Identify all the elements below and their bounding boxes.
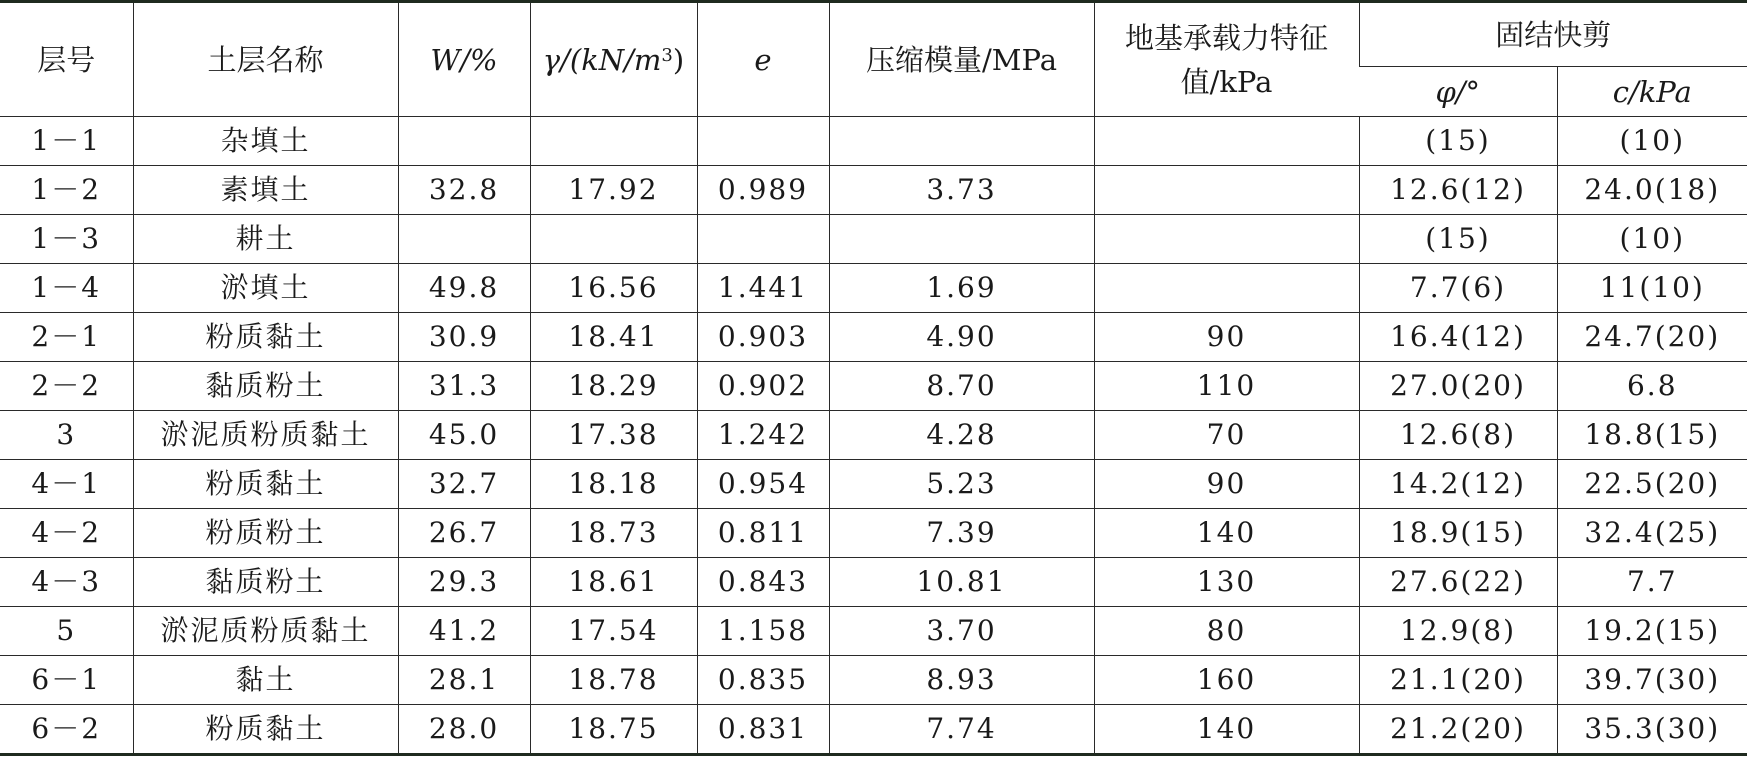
header-water-content: W/%	[398, 2, 530, 117]
cell-compression-modulus: 3.73	[829, 166, 1094, 215]
cell-cohesion: 22.5(20)	[1557, 460, 1747, 509]
cell-water-content	[398, 215, 530, 264]
cell-unit-weight: 17.92	[530, 166, 697, 215]
cell-void-ratio	[697, 215, 829, 264]
cell-cohesion: 24.7(20)	[1557, 313, 1747, 362]
table-row	[0, 607, 1747, 656]
cell-cohesion: 7.7	[1557, 558, 1747, 607]
header-consolidated-shear: 固结快剪	[1359, 2, 1747, 67]
cell-layer-no: 2－1	[0, 313, 133, 362]
cell-friction-angle: 16.4(12)	[1359, 313, 1557, 362]
cell-void-ratio: 0.843	[697, 558, 829, 607]
header-layer-no: 层号	[0, 2, 133, 117]
cell-void-ratio: 1.158	[697, 607, 829, 656]
cell-soil-name: 黏质粉土	[133, 362, 398, 411]
cell-void-ratio: 0.903	[697, 313, 829, 362]
cell-soil-name: 黏土	[133, 656, 398, 705]
header-cohesion: c/kPa	[1557, 67, 1747, 117]
cell-cohesion: 35.3(30)	[1557, 705, 1747, 755]
cell-friction-angle: 12.6(12)	[1359, 166, 1557, 215]
cell-layer-no: 1－1	[0, 117, 133, 166]
unit-weight-suffix: )	[672, 42, 685, 77]
cell-layer-no: 6－2	[0, 705, 133, 755]
cell-water-content: 49.8	[398, 264, 530, 313]
table-row	[0, 313, 1747, 362]
cell-layer-no: 1－3	[0, 215, 133, 264]
cell-cohesion: 32.4(25)	[1557, 509, 1747, 558]
cell-water-content: 32.8	[398, 166, 530, 215]
cell-unit-weight: 18.73	[530, 509, 697, 558]
cell-soil-name: 耕土	[133, 215, 398, 264]
cell-friction-angle: (15)	[1359, 117, 1557, 166]
cell-soil-name: 淤泥质粉质黏土	[133, 411, 398, 460]
cell-void-ratio: 0.902	[697, 362, 829, 411]
table-row	[0, 460, 1747, 509]
cell-compression-modulus: 7.74	[829, 705, 1094, 755]
unit-weight-exponent: 3	[661, 44, 673, 66]
cell-friction-angle: 12.9(8)	[1359, 607, 1557, 656]
table-row	[0, 656, 1747, 705]
cell-water-content: 32.7	[398, 460, 530, 509]
cell-layer-no: 6－1	[0, 656, 133, 705]
cell-compression-modulus	[829, 215, 1094, 264]
cell-soil-name: 黏质粉土	[133, 558, 398, 607]
cell-water-content: 28.0	[398, 705, 530, 755]
cell-unit-weight: 16.56	[530, 264, 697, 313]
cell-friction-angle: 21.2(20)	[1359, 705, 1557, 755]
cell-void-ratio	[697, 117, 829, 166]
cell-bearing-capacity: 90	[1094, 460, 1359, 509]
header-friction-angle: φ/°	[1359, 67, 1557, 117]
cell-void-ratio: 1.242	[697, 411, 829, 460]
cell-bearing-capacity: 110	[1094, 362, 1359, 411]
cell-void-ratio: 0.989	[697, 166, 829, 215]
cell-bearing-capacity: 80	[1094, 607, 1359, 656]
header-bearing-capacity: 地基承载力特征值/kPa	[1094, 2, 1359, 117]
cell-compression-modulus: 1.69	[829, 264, 1094, 313]
cell-soil-name: 杂填土	[133, 117, 398, 166]
cell-soil-name: 粉质黏土	[133, 460, 398, 509]
table-row	[0, 705, 1747, 755]
table-row	[0, 215, 1747, 264]
cell-friction-angle: 12.6(8)	[1359, 411, 1557, 460]
cell-soil-name: 淤泥质粉质黏土	[133, 607, 398, 656]
cell-bearing-capacity: 70	[1094, 411, 1359, 460]
cell-cohesion: 11(10)	[1557, 264, 1747, 313]
cell-cohesion: 18.8(15)	[1557, 411, 1747, 460]
cell-cohesion: 24.0(18)	[1557, 166, 1747, 215]
cell-compression-modulus: 7.39	[829, 509, 1094, 558]
cell-cohesion: 19.2(15)	[1557, 607, 1747, 656]
cell-void-ratio: 0.954	[697, 460, 829, 509]
cell-bearing-capacity: 90	[1094, 313, 1359, 362]
cell-friction-angle: (15)	[1359, 215, 1557, 264]
cell-water-content: 28.1	[398, 656, 530, 705]
cell-compression-modulus: 8.70	[829, 362, 1094, 411]
cell-water-content: 31.3	[398, 362, 530, 411]
cell-layer-no: 1－4	[0, 264, 133, 313]
cell-bearing-capacity: 160	[1094, 656, 1359, 705]
cell-unit-weight: 18.41	[530, 313, 697, 362]
table-header	[0, 2, 1747, 117]
cell-unit-weight	[530, 117, 697, 166]
cell-soil-name: 粉质黏土	[133, 705, 398, 755]
cell-friction-angle: 27.0(20)	[1359, 362, 1557, 411]
cell-cohesion: (10)	[1557, 215, 1747, 264]
table-body	[0, 117, 1747, 755]
cell-soil-name: 粉质黏土	[133, 313, 398, 362]
cell-layer-no: 4－1	[0, 460, 133, 509]
table-row	[0, 166, 1747, 215]
header-compression-modulus: 压缩模量/MPa	[829, 2, 1094, 117]
cell-cohesion: 39.7(30)	[1557, 656, 1747, 705]
cell-layer-no: 5	[0, 607, 133, 656]
cell-friction-angle: 7.7(6)	[1359, 264, 1557, 313]
cell-void-ratio: 0.811	[697, 509, 829, 558]
cell-compression-modulus: 5.23	[829, 460, 1094, 509]
cell-layer-no: 1－2	[0, 166, 133, 215]
header-void-ratio: e	[697, 2, 829, 117]
cell-void-ratio: 0.831	[697, 705, 829, 755]
cell-water-content: 30.9	[398, 313, 530, 362]
cell-cohesion: (10)	[1557, 117, 1747, 166]
cell-bearing-capacity: 140	[1094, 705, 1359, 755]
cell-void-ratio: 0.835	[697, 656, 829, 705]
cell-bearing-capacity: 140	[1094, 509, 1359, 558]
cell-friction-angle: 27.6(22)	[1359, 558, 1557, 607]
cell-unit-weight: 18.75	[530, 705, 697, 755]
cell-unit-weight: 18.78	[530, 656, 697, 705]
cell-compression-modulus: 10.81	[829, 558, 1094, 607]
cell-layer-no: 2－2	[0, 362, 133, 411]
table-row	[0, 509, 1747, 558]
cell-friction-angle: 14.2(12)	[1359, 460, 1557, 509]
cell-bearing-capacity	[1094, 166, 1359, 215]
cell-friction-angle: 21.1(20)	[1359, 656, 1557, 705]
cell-void-ratio: 1.441	[697, 264, 829, 313]
cell-compression-modulus: 4.90	[829, 313, 1094, 362]
table-row	[0, 411, 1747, 460]
table-row	[0, 117, 1747, 166]
cell-layer-no: 4－2	[0, 509, 133, 558]
unit-weight-prefix: γ/(kN/m	[542, 42, 662, 77]
cell-bearing-capacity: 130	[1094, 558, 1359, 607]
header-soil-name: 土层名称	[133, 2, 398, 117]
table-row	[0, 264, 1747, 313]
header-unit-weight	[530, 2, 697, 117]
table-row	[0, 362, 1747, 411]
cell-soil-name: 粉质粉土	[133, 509, 398, 558]
table-row	[0, 558, 1747, 607]
cell-compression-modulus: 8.93	[829, 656, 1094, 705]
cell-water-content: 26.7	[398, 509, 530, 558]
cell-water-content	[398, 117, 530, 166]
cell-compression-modulus	[829, 117, 1094, 166]
cell-water-content: 45.0	[398, 411, 530, 460]
cell-unit-weight: 18.29	[530, 362, 697, 411]
cell-soil-name: 淤填土	[133, 264, 398, 313]
cell-layer-no: 3	[0, 411, 133, 460]
cell-water-content: 29.3	[398, 558, 530, 607]
cell-unit-weight: 18.61	[530, 558, 697, 607]
cell-unit-weight: 17.54	[530, 607, 697, 656]
cell-bearing-capacity	[1094, 117, 1359, 166]
cell-unit-weight: 18.18	[530, 460, 697, 509]
cell-unit-weight: 17.38	[530, 411, 697, 460]
cell-compression-modulus: 4.28	[829, 411, 1094, 460]
cell-layer-no: 4－3	[0, 558, 133, 607]
cell-cohesion: 6.8	[1557, 362, 1747, 411]
cell-unit-weight	[530, 215, 697, 264]
cell-friction-angle: 18.9(15)	[1359, 509, 1557, 558]
cell-bearing-capacity	[1094, 264, 1359, 313]
cell-soil-name: 素填土	[133, 166, 398, 215]
cell-water-content: 41.2	[398, 607, 530, 656]
cell-bearing-capacity	[1094, 215, 1359, 264]
cell-compression-modulus: 3.70	[829, 607, 1094, 656]
